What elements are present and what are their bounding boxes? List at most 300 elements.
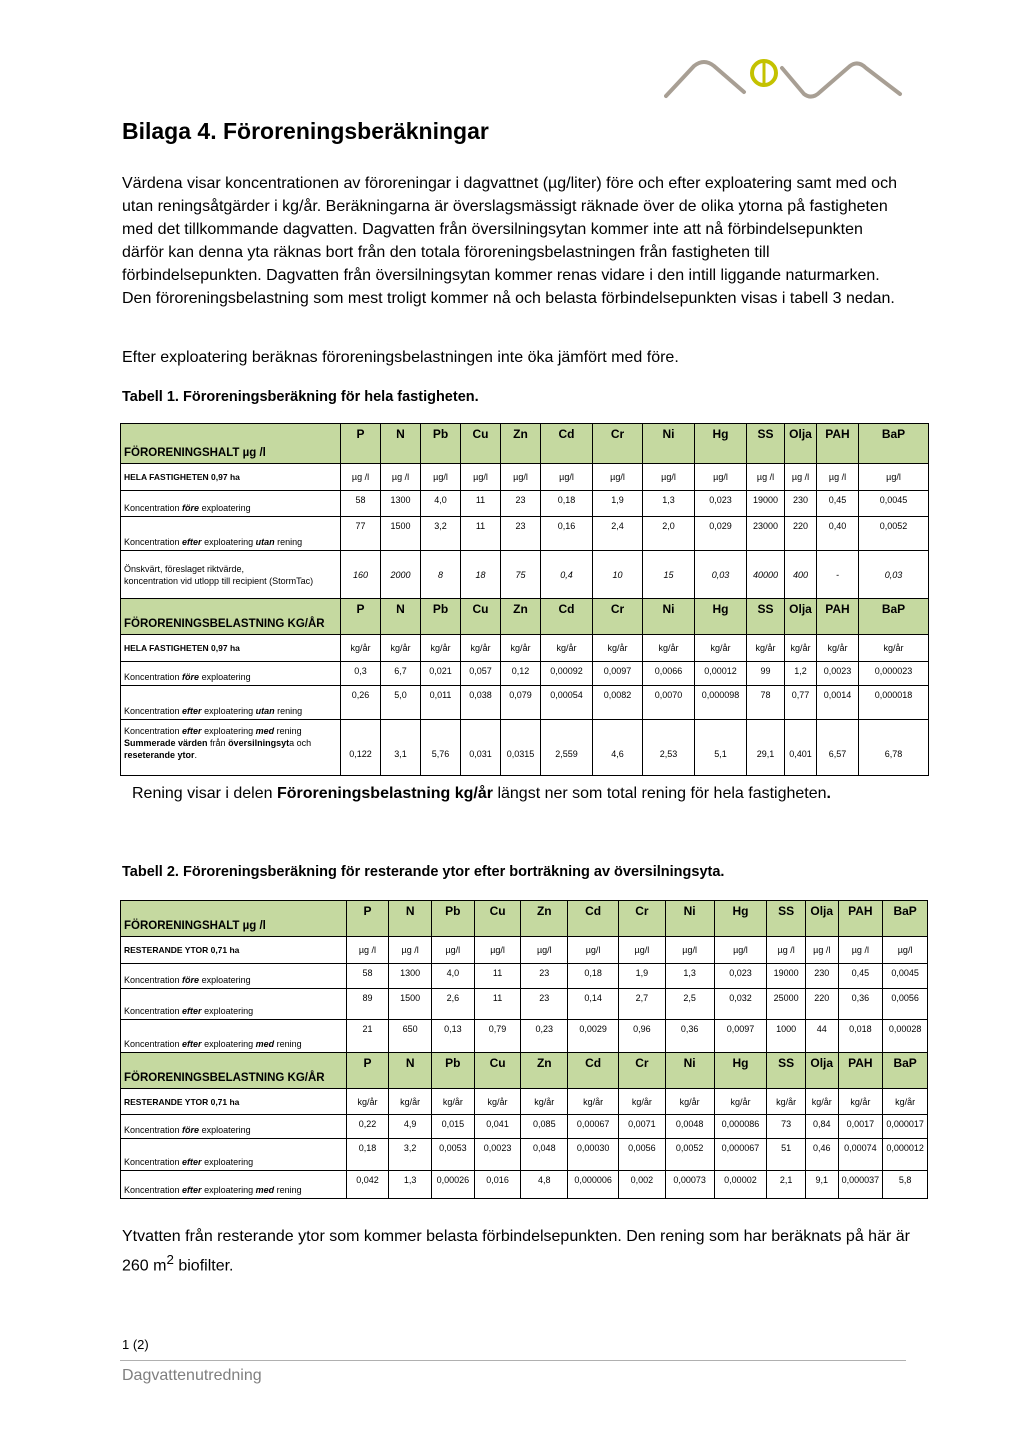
table-cell: µg/l — [695, 464, 747, 491]
table-cell: 0,0045 — [883, 964, 928, 989]
table-cell: kg/år — [805, 1089, 838, 1115]
table-cell: Zn — [521, 1053, 568, 1089]
table-cell: 0,079 — [501, 686, 541, 720]
table-cell: 89 — [346, 989, 389, 1020]
table-cell: 0,45 — [817, 491, 859, 517]
table-cell: 23 — [501, 517, 541, 551]
row-label: HELA FASTIGHETEN 0,97 ha — [121, 464, 341, 491]
row-label: FÖRORENINGSHALT µg /l — [121, 424, 341, 464]
table-cell: 2,4 — [593, 517, 643, 551]
table-cell: 4,8 — [521, 1171, 568, 1199]
row-label: HELA FASTIGHETEN 0,97 ha — [121, 635, 341, 662]
table-cell: 0,0315 — [501, 720, 541, 776]
table-cell: 1,2 — [785, 662, 817, 686]
table-cell: Hg — [695, 599, 747, 635]
table-cell: SS — [767, 901, 806, 937]
table-cell: 1,9 — [619, 964, 666, 989]
table-cell: 15 — [643, 551, 695, 599]
table-cell: 0,00067 — [568, 1115, 619, 1139]
table-cell: kg/år — [346, 1089, 389, 1115]
table-cell: 99 — [747, 662, 785, 686]
table-cell: BaP — [859, 599, 929, 635]
table-cell: 0,4 — [541, 551, 593, 599]
table-cell: 0,000017 — [883, 1115, 928, 1139]
table-cell: 11 — [474, 964, 521, 989]
table-cell: 0,26 — [341, 686, 381, 720]
data-row — [121, 686, 929, 720]
table-cell: 25000 — [767, 989, 806, 1020]
table2-note: Ytvatten från resterande ytor som kommer belasta förbindelsepunkten. Den rening som har beräknats på här är 260 $m^2$ biofilter. — [122, 1228, 910, 1275]
table-cell: 0,3 — [341, 662, 381, 686]
table-cell: kg/år — [817, 635, 859, 662]
table-cell: µg/l — [521, 937, 568, 964]
table-cell: 58 — [346, 964, 389, 989]
row-label: Koncentration efter exploatering — [121, 989, 347, 1020]
table-cell: 2,53 — [643, 720, 695, 776]
table-cell: Olja — [805, 901, 838, 937]
table-cell: 0,085 — [521, 1115, 568, 1139]
table-cell: 3,1 — [381, 720, 421, 776]
table-cell: 0,023 — [695, 491, 747, 517]
table-cell: 0,18 — [346, 1139, 389, 1171]
table-cell: 0,002 — [619, 1171, 666, 1199]
table-cell: µg/l — [593, 464, 643, 491]
table-cell: 78 — [747, 686, 785, 720]
table-cell: µg/l — [859, 464, 929, 491]
row-label: Önskvärt, föreslaget riktvärde, koncentration vid utlopp till recipient (StormTac) — [121, 551, 341, 599]
intro-paragraph: Värdena visar koncentrationen av föroreningar i dagvattnet (µg/liter) före och efter exploatering samt med och utan reningsåtgärder i kg/år. Beräkningarna är överslagsmässigt räknade över de olika ytorna på fastigheten med det tillkommande dagvatten. Dagvatten från översilningsytan kommer inte att nå förbindelsepunkten därför kan denna yta räknas bort från den totala föroreningsbelastningen från fastigheten till förbindelsepunkten. Dagvatten från översilningsytan kommer renas vidare i den intill liggande naturmarken. Den föroreningsbelastning som mest troligt kommer nå och belasta förbindelsepunkten visas i tabell 3 nedan. — [122, 175, 897, 307]
table-cell: kg/år — [767, 1089, 806, 1115]
table-cell: 0,0045 — [859, 491, 929, 517]
table-cell: 1,3 — [643, 491, 695, 517]
header-row — [121, 1053, 928, 1089]
table-cell: kg/år — [389, 1089, 432, 1115]
table-cell: Cu — [474, 901, 521, 937]
table-cell: 0,000023 — [859, 662, 929, 686]
table-cell: kg/år — [541, 635, 593, 662]
table-cell: BaP — [883, 1053, 928, 1089]
page-number: 1 (2) — [122, 1337, 149, 1352]
table1-pollution-whole-property — [120, 423, 929, 776]
table2-caption: Tabell 2. Föroreningsberäkning för resterande ytor efter borträkning av översilningsyta. — [122, 864, 725, 880]
table-cell: SS — [747, 599, 785, 635]
table-cell: 0,0056 — [883, 989, 928, 1020]
table-cell: 0,0017 — [838, 1115, 883, 1139]
table-cell: µg /l — [346, 937, 389, 964]
table-cell: µg/l — [665, 937, 714, 964]
table-cell: kg/år — [341, 635, 381, 662]
table-cell: 23 — [501, 491, 541, 517]
row-label: Koncentration efter exploatering utan rening — [121, 517, 341, 551]
data-row — [121, 1171, 928, 1199]
table-cell: kg/år — [619, 1089, 666, 1115]
table-cell: kg/år — [521, 1089, 568, 1115]
table-cell: 18 — [461, 551, 501, 599]
table-cell: µg /l — [817, 464, 859, 491]
table-cell: kg/år — [568, 1089, 619, 1115]
table-cell: 2,559 — [541, 720, 593, 776]
table-cell: 0,023 — [714, 964, 767, 989]
table-cell: Cu — [474, 1053, 521, 1089]
table-cell: 6,78 — [859, 720, 929, 776]
table-cell: 0,45 — [838, 964, 883, 989]
table-cell: SS — [767, 1053, 806, 1089]
table-cell: 0,041 — [474, 1115, 521, 1139]
table-cell: 51 — [767, 1139, 806, 1171]
table-cell: P — [341, 599, 381, 635]
table-cell: µg/l — [474, 937, 521, 964]
table-cell: 0,00026 — [432, 1171, 475, 1199]
table-cell: 4,0 — [421, 491, 461, 517]
row-label: Koncentration före exploatering — [121, 1115, 347, 1139]
table-cell: Hg — [695, 424, 747, 464]
row-label: FÖRORENINGSHALT µg /l — [121, 901, 347, 937]
table2-pollution-remaining-areas — [120, 900, 928, 1199]
table-cell: 0,12 — [501, 662, 541, 686]
table-cell: µg /l — [805, 937, 838, 964]
table-cell: 0,03 — [859, 551, 929, 599]
table-cell: Pb — [421, 599, 461, 635]
page-title: Bilaga 4. Föroreningsberäkningar — [122, 118, 489, 144]
table-cell: 5,8 — [883, 1171, 928, 1199]
table-cell: 11 — [461, 517, 501, 551]
table-cell: 0,0048 — [665, 1115, 714, 1139]
table-cell: Ni — [643, 424, 695, 464]
table-cell: kg/år — [474, 1089, 521, 1115]
table-cell: kg/år — [859, 635, 929, 662]
table-cell: 0,011 — [421, 686, 461, 720]
table-cell: 1500 — [381, 517, 421, 551]
data-row — [121, 517, 929, 551]
table-cell: 23 — [521, 989, 568, 1020]
data-row — [121, 1115, 928, 1139]
table-cell: 0,22 — [346, 1115, 389, 1139]
unit-row — [121, 937, 928, 964]
table1-note: Rening visar i delen Föroreningsbelastning kg/år längst ner som total rening för hela fastigheten. — [132, 785, 831, 802]
table-cell: 650 — [389, 1020, 432, 1053]
table-cell: kg/år — [747, 635, 785, 662]
table-cell: 1000 — [767, 1020, 806, 1053]
table-cell: Cr — [593, 599, 643, 635]
table-cell: kg/år — [593, 635, 643, 662]
table-cell: 8 — [421, 551, 461, 599]
row-label: Koncentration efter exploatering utan rening — [121, 686, 341, 720]
summed-row — [121, 720, 929, 776]
table-cell: 220 — [805, 989, 838, 1020]
table-cell: 0,03 — [695, 551, 747, 599]
table-cell: 0,36 — [838, 989, 883, 1020]
intro-paragraph-2: Efter exploatering beräknas föroreningsbelastningen inte öka jämfört med före. — [122, 349, 679, 366]
table-cell: 0,015 — [432, 1115, 475, 1139]
table-cell: 5,1 — [695, 720, 747, 776]
table-cell: 0,042 — [346, 1171, 389, 1199]
table-cell: PAH — [838, 901, 883, 937]
table-cell: - — [817, 551, 859, 599]
table-cell: 4,9 — [389, 1115, 432, 1139]
table-cell: µg/l — [421, 464, 461, 491]
table-cell: 0,0052 — [665, 1139, 714, 1171]
unit-row — [121, 635, 929, 662]
table-cell: Zn — [501, 424, 541, 464]
table-cell: 1,9 — [593, 491, 643, 517]
table-cell: BaP — [883, 901, 928, 937]
table-cell: 1300 — [381, 491, 421, 517]
table-cell: 0,048 — [521, 1139, 568, 1171]
table-cell: µg/l — [501, 464, 541, 491]
table-cell: kg/år — [838, 1089, 883, 1115]
table-cell: 77 — [341, 517, 381, 551]
table-cell: 0,0070 — [643, 686, 695, 720]
table-cell: 0,00012 — [695, 662, 747, 686]
table-cell: 0,18 — [541, 491, 593, 517]
table-cell: 73 — [767, 1115, 806, 1139]
table-cell: kg/år — [665, 1089, 714, 1115]
table-cell: Pb — [432, 1053, 475, 1089]
table-cell: µg /l — [341, 464, 381, 491]
table-cell: 5,0 — [381, 686, 421, 720]
table-cell: µg/l — [643, 464, 695, 491]
table-cell: µg/l — [541, 464, 593, 491]
table-cell: 58 — [341, 491, 381, 517]
row-label: FÖRORENINGSBELASTNING KG/ÅR — [121, 599, 341, 635]
table-cell: 0,00092 — [541, 662, 593, 686]
data-row — [121, 1139, 928, 1171]
table-cell: 400 — [785, 551, 817, 599]
table-cell: 5,76 — [421, 720, 461, 776]
table-cell: Ni — [643, 599, 695, 635]
table-cell: 2,1 — [767, 1171, 806, 1199]
table-cell: 2000 — [381, 551, 421, 599]
table-cell: P — [341, 424, 381, 464]
table-cell: kg/år — [643, 635, 695, 662]
table-cell: Cr — [593, 424, 643, 464]
table-cell: 0,016 — [474, 1171, 521, 1199]
table-cell: PAH — [838, 1053, 883, 1089]
table-cell: P — [346, 901, 389, 937]
table-cell: 0,038 — [461, 686, 501, 720]
table-cell: Olja — [785, 599, 817, 635]
row-label: FÖRORENINGSBELASTNING KG/ÅR — [121, 1053, 347, 1089]
table-cell: Ni — [665, 901, 714, 937]
footer-divider — [120, 1360, 906, 1361]
table-cell: 0,0052 — [859, 517, 929, 551]
table-cell: 0,0066 — [643, 662, 695, 686]
table-cell: 0,0082 — [593, 686, 643, 720]
table-cell: 0,000006 — [568, 1171, 619, 1199]
table-cell: 0,00073 — [665, 1171, 714, 1199]
row-label: Koncentration efter exploatering med rening Summerade värden från översilningsyta och reseterande ytor. — [121, 720, 341, 776]
table-cell: µg/l — [461, 464, 501, 491]
row-label: Koncentration efter exploatering — [121, 1139, 347, 1171]
table-cell: 0,018 — [838, 1020, 883, 1053]
table-cell: 0,14 — [568, 989, 619, 1020]
table-cell: µg /l — [785, 464, 817, 491]
data-row — [121, 491, 929, 517]
table-cell: BaP — [859, 424, 929, 464]
table-cell: Cd — [568, 901, 619, 937]
table-cell: µg /l — [767, 937, 806, 964]
table-cell: 3,2 — [389, 1139, 432, 1171]
table-cell: PAH — [817, 424, 859, 464]
table-cell: Pb — [421, 424, 461, 464]
table-cell: 0,000098 — [695, 686, 747, 720]
table-cell: 0,057 — [461, 662, 501, 686]
table-cell: 23 — [521, 964, 568, 989]
table-cell: Olja — [785, 424, 817, 464]
table-cell: µg /l — [747, 464, 785, 491]
table-cell: Hg — [714, 901, 767, 937]
table-cell: 0,0097 — [593, 662, 643, 686]
data-row — [121, 989, 928, 1020]
table-cell: 0,00028 — [883, 1020, 928, 1053]
table-cell: 0,36 — [665, 1020, 714, 1053]
table-cell: 0,16 — [541, 517, 593, 551]
table-cell: 0,40 — [817, 517, 859, 551]
table-cell: Hg — [714, 1053, 767, 1089]
table-cell: 11 — [461, 491, 501, 517]
table-cell: 2,0 — [643, 517, 695, 551]
table-cell: Pb — [432, 901, 475, 937]
unit-row — [121, 1089, 928, 1115]
table-cell: 0,00074 — [838, 1139, 883, 1171]
table-cell: kg/år — [432, 1089, 475, 1115]
table-cell: 40000 — [747, 551, 785, 599]
table-cell: 2,6 — [432, 989, 475, 1020]
table-cell: µg /l — [389, 937, 432, 964]
table-cell: µg/l — [883, 937, 928, 964]
table-cell: µg/l — [619, 937, 666, 964]
table-cell: 0,79 — [474, 1020, 521, 1053]
table-cell: 0,23 — [521, 1020, 568, 1053]
table-cell: 0,0097 — [714, 1020, 767, 1053]
table-cell: 0,0029 — [568, 1020, 619, 1053]
table-cell: N — [381, 599, 421, 635]
row-label: Koncentration efter exploatering med rening — [121, 1020, 347, 1053]
table-cell: 0,18 — [568, 964, 619, 989]
logo-wave-left — [666, 62, 744, 96]
table-cell: 0,00054 — [541, 686, 593, 720]
table-cell: 6,57 — [817, 720, 859, 776]
table-cell: 0,77 — [785, 686, 817, 720]
table-cell: 0,029 — [695, 517, 747, 551]
table-cell: 0,0023 — [817, 662, 859, 686]
table-cell: µg/l — [714, 937, 767, 964]
header-row — [121, 599, 929, 635]
table-cell: SS — [747, 424, 785, 464]
table-cell: 10 — [593, 551, 643, 599]
table-cell: µg/l — [568, 937, 619, 964]
table-cell: 6,7 — [381, 662, 421, 686]
table-cell: 3,2 — [421, 517, 461, 551]
table-cell: 0,122 — [341, 720, 381, 776]
table-cell: 0,00030 — [568, 1139, 619, 1171]
table-cell: 1300 — [389, 964, 432, 989]
table-cell: 19000 — [747, 491, 785, 517]
table-cell: 0,0071 — [619, 1115, 666, 1139]
table-cell: Zn — [501, 599, 541, 635]
table-cell: 0,0023 — [474, 1139, 521, 1171]
row-label: Koncentration före exploatering — [121, 662, 341, 686]
table-cell: 75 — [501, 551, 541, 599]
table-cell: 0,000037 — [838, 1171, 883, 1199]
table-cell: 4,6 — [593, 720, 643, 776]
table-cell: 0,000067 — [714, 1139, 767, 1171]
table-cell: 2,5 — [665, 989, 714, 1020]
table-cell: kg/år — [883, 1089, 928, 1115]
table-cell: 220 — [785, 517, 817, 551]
table-cell: 23000 — [747, 517, 785, 551]
table-cell: 1,3 — [665, 964, 714, 989]
footer-title: Dagvattenutredning — [122, 1367, 262, 1384]
table-cell: 0,96 — [619, 1020, 666, 1053]
table-cell: kg/år — [421, 635, 461, 662]
table-cell: 0,032 — [714, 989, 767, 1020]
table-cell: Cd — [568, 1053, 619, 1089]
table-cell: 0,0014 — [817, 686, 859, 720]
table-cell: N — [381, 424, 421, 464]
table-cell: 0,46 — [805, 1139, 838, 1171]
data-row — [121, 964, 928, 989]
header-row — [121, 424, 929, 464]
row-label: Koncentration före exploatering — [121, 964, 347, 989]
table-cell: 0,000086 — [714, 1115, 767, 1139]
table-cell: kg/år — [501, 635, 541, 662]
row-label: RESTERANDE YTOR 0,71 ha — [121, 937, 347, 964]
table-cell: kg/år — [695, 635, 747, 662]
table-cell: Cr — [619, 901, 666, 937]
row-label: Koncentration efter exploatering med rening — [121, 1171, 347, 1199]
nova-logo — [664, 58, 904, 100]
table-cell: kg/år — [785, 635, 817, 662]
table-cell: 0,84 — [805, 1115, 838, 1139]
table-cell: kg/år — [714, 1089, 767, 1115]
table-cell: 0,0056 — [619, 1139, 666, 1171]
table-cell: 44 — [805, 1020, 838, 1053]
table-cell: µg /l — [381, 464, 421, 491]
target-row — [121, 551, 929, 599]
table-cell: 11 — [474, 989, 521, 1020]
table-cell: Cd — [541, 599, 593, 635]
table-cell: 19000 — [767, 964, 806, 989]
row-label: Koncentration före exploatering — [121, 491, 341, 517]
table-cell: Ni — [665, 1053, 714, 1089]
table-cell: 1,3 — [389, 1171, 432, 1199]
table-cell: kg/år — [381, 635, 421, 662]
table-cell: 1500 — [389, 989, 432, 1020]
table-cell: N — [389, 1053, 432, 1089]
table-cell: µg/l — [432, 937, 475, 964]
unit-row — [121, 464, 929, 491]
table1-caption: Tabell 1. Föroreningsberäkning för hela fastigheten. — [122, 389, 479, 405]
table-cell: 0,021 — [421, 662, 461, 686]
table-cell: 0,000018 — [859, 686, 929, 720]
table-cell: 230 — [785, 491, 817, 517]
table-cell: 230 — [805, 964, 838, 989]
table-cell: 9,1 — [805, 1171, 838, 1199]
table-cell: Cu — [461, 424, 501, 464]
table-cell: P — [346, 1053, 389, 1089]
table-cell: 0,401 — [785, 720, 817, 776]
row-label: RESTERANDE YTOR 0,71 ha — [121, 1089, 347, 1115]
table-cell: 21 — [346, 1020, 389, 1053]
table-cell: Zn — [521, 901, 568, 937]
table-cell: Cd — [541, 424, 593, 464]
table-cell: 0,0053 — [432, 1139, 475, 1171]
table-cell: 2,7 — [619, 989, 666, 1020]
header-row — [121, 901, 928, 937]
table-cell: µg /l — [838, 937, 883, 964]
data-row — [121, 662, 929, 686]
